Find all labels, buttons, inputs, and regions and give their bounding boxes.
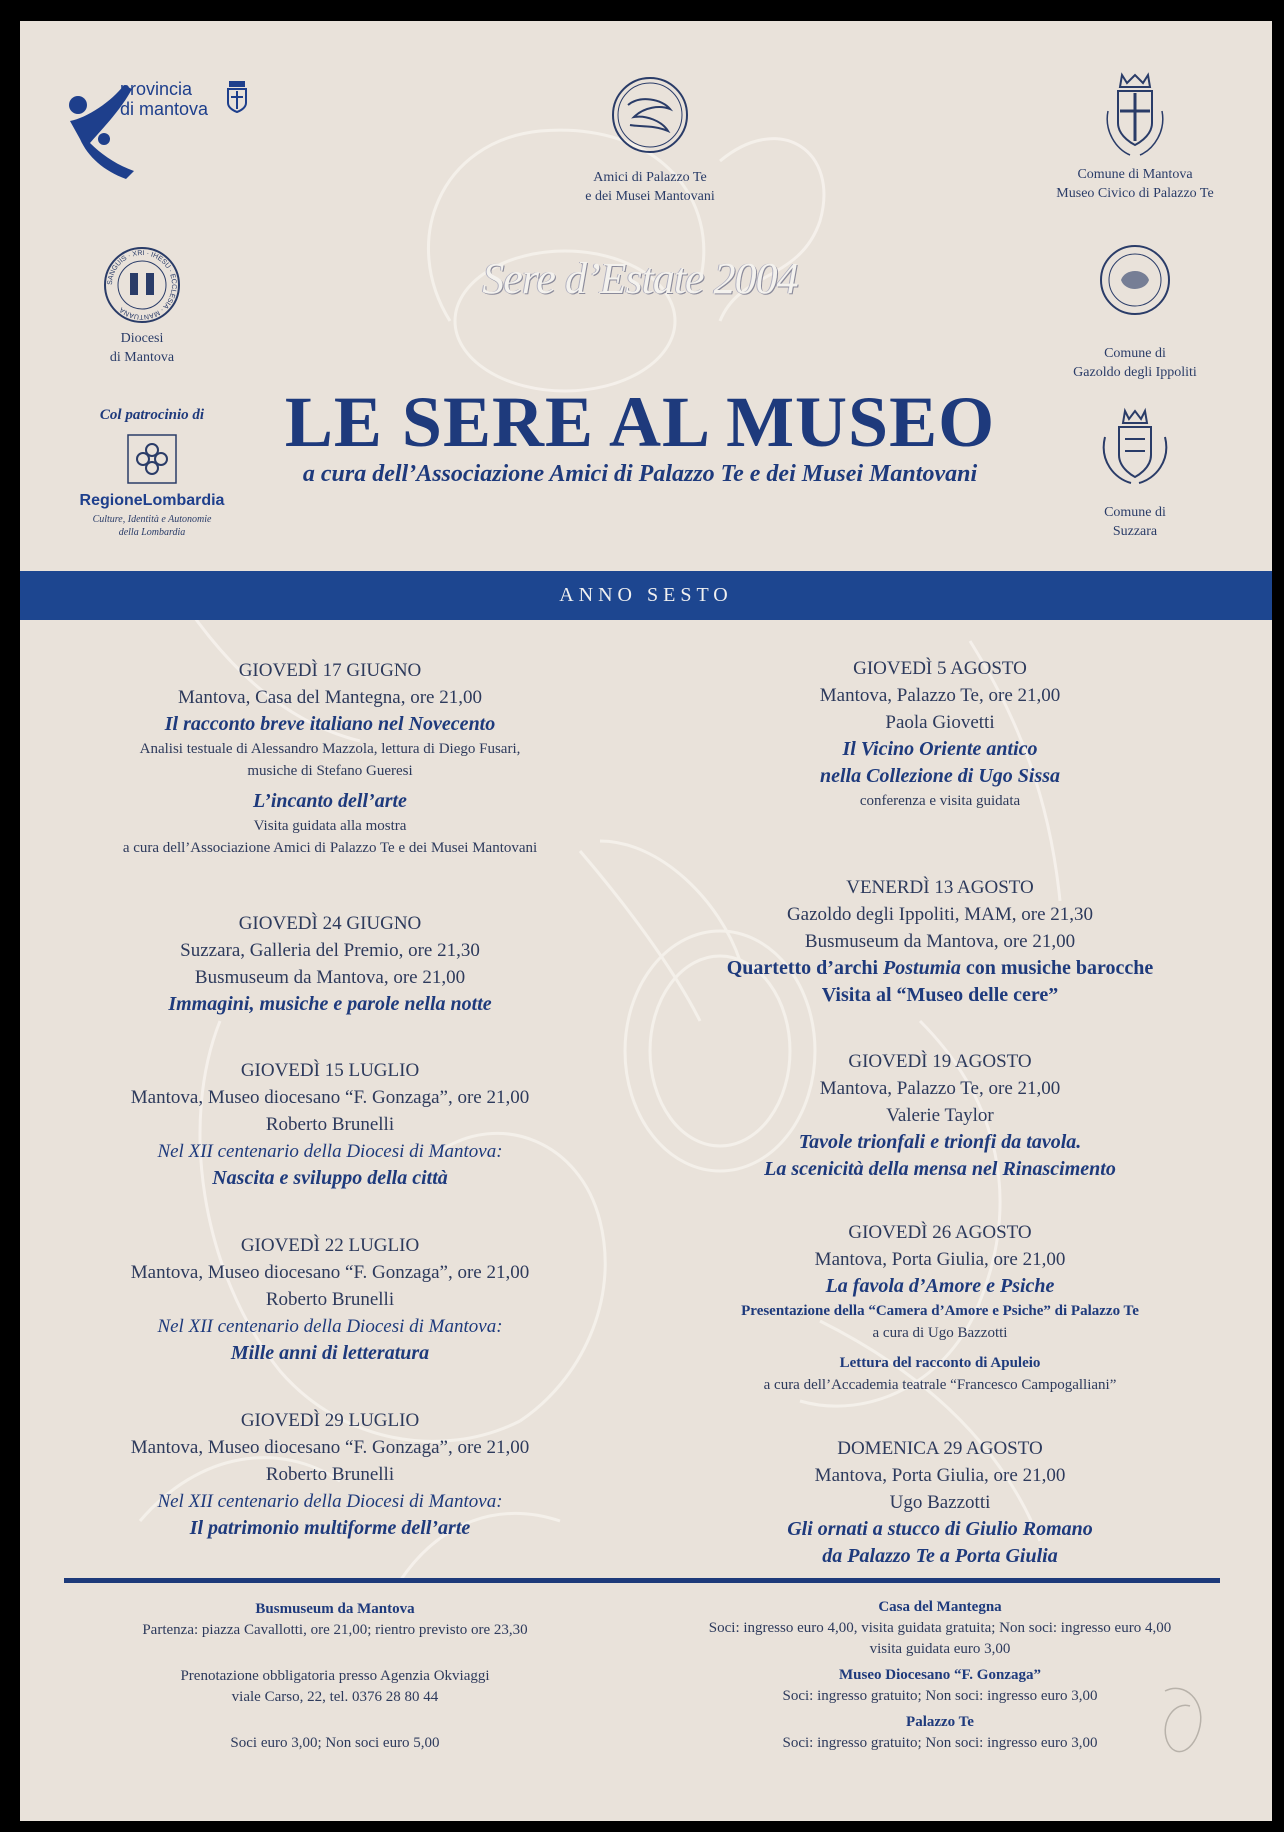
event-title: La favola d’Amore e Psiche [825, 1275, 1055, 1297]
event-place: Busmuseum da Mantova, ore 21,00 [194, 967, 466, 988]
event-date: GIOVEDÌ 5 AGOSTO [853, 658, 1027, 679]
event-speaker: Paola Giovetti [885, 712, 995, 733]
main-title: LE SERE AL MUSEO [284, 382, 996, 462]
regione-rose-icon [127, 434, 177, 484]
event-title-pre: Quartetto d’archi [726, 957, 884, 979]
comune-mantova-logo [1045, 71, 1225, 201]
comune-gazoldo-logo [1045, 244, 1225, 384]
event-intro: Nel XII centenario della Diocesi di Mantova: [157, 1491, 503, 1512]
event-title: Il Vicino Oriente antico [842, 738, 1038, 760]
suzzara-caption-line2: Suzzara [1112, 524, 1158, 539]
regione-lombardia-patronage [62, 407, 242, 567]
gazoldo-caption-line1: Comune di [1104, 346, 1166, 361]
event-title: La scenicità della mensa nel Rinascimento [764, 1158, 1116, 1180]
subtitle-sere-estate: Sere d’Estate 2004 [482, 254, 798, 303]
comune-mantova-caption-line2: Museo Civico di Palazzo Te [1056, 186, 1214, 201]
comune-suzzara-logo [1045, 407, 1225, 567]
event-29-luglio [110, 1407, 550, 1542]
event-note: conferenza e visita guidata [859, 793, 1021, 809]
event-date: GIOVEDÌ 17 GIUGNO [238, 660, 422, 681]
regione-sub-line2: della Lombardia [118, 527, 186, 538]
footer-heading: Museo Diocesano “F. Gonzaga” [839, 1667, 1041, 1683]
regione-sub-line1: Culture, Identità e Autonomie [92, 514, 212, 525]
footer-busmuseum-info [110, 1599, 560, 1754]
amici-seal-icon [610, 75, 690, 155]
event-5-agosto [700, 655, 1180, 812]
diocesi-mantova-logo [82, 245, 202, 365]
event-speaker: Roberto Brunelli [265, 1464, 395, 1485]
event-title [680, 955, 1200, 982]
event-title: Il patrimonio multiforme dell’arte [189, 1517, 471, 1539]
event-note: a cura dell’Accademia teatrale “Francesco Campogalliani” [763, 1377, 1117, 1393]
event-place: Mantova, Casa del Mantegna, ore 21,00 [178, 687, 482, 708]
diocesi-seal-icon [102, 245, 182, 325]
regione-name: RegioneLombardia [79, 492, 225, 509]
gazoldo-caption-line2: Gazoldo degli Ippoliti [1073, 365, 1197, 380]
event-29-agosto [700, 1435, 1180, 1570]
amici-palazzo-te-logo [565, 75, 735, 205]
event-intro: Nel XII centenario della Diocesi di Mantova: [157, 1316, 503, 1337]
event-title: Nascita e sviluppo della città [212, 1167, 448, 1189]
curator-line: a cura dell’Associazione Amici di Palazzo Te e dei Musei Mantovani [302, 461, 978, 487]
provincia-name: provincia di mantova [120, 79, 209, 119]
suzzara-caption-line1: Comune di [1104, 505, 1166, 520]
provincia-mantova-logo [62, 73, 262, 183]
footer-text: Soci euro 3,00; Non soci euro 5,00 [230, 1735, 440, 1751]
event-13-agosto [680, 874, 1200, 1009]
event-note: Visita guidata alla mostra [253, 818, 407, 834]
event-note: a cura di Ugo Bazzotti [872, 1325, 1008, 1341]
event-date: DOMENICA 29 AGOSTO [837, 1438, 1043, 1459]
pencil-annotation-mark [1145, 1671, 1215, 1771]
footer-text: viale Carso, 22, tel. 0376 28 80 44 [231, 1689, 439, 1705]
event-note: Presentazione della “Camera d’Amore e Psiche” di Palazzo Te [741, 1303, 1139, 1319]
event-19-agosto [700, 1048, 1180, 1183]
event-place: Mantova, Palazzo Te, ore 21,00 [819, 1078, 1061, 1099]
event-title-em: Postumia [883, 957, 961, 979]
event-date: VENERDÌ 13 AGOSTO [846, 877, 1034, 898]
gazoldo-seal-icon [1099, 244, 1171, 316]
event-place: Mantova, Museo diocesano “F. Gonzaga”, ore 21,00 [130, 1262, 530, 1283]
event-title: Mille anni di letteratura [230, 1342, 430, 1364]
footer-heading: Busmuseum da Mantova [255, 1601, 415, 1617]
provincia-crest-icon [226, 79, 248, 113]
event-title: Visita al “Museo delle cere” [821, 984, 1059, 1006]
event-24-giugno [110, 910, 550, 1018]
amici-caption-line2: e dei Musei Mantovani [585, 189, 715, 204]
event-date: GIOVEDÌ 19 AGOSTO [848, 1051, 1032, 1072]
event-speaker: Roberto Brunelli [265, 1289, 395, 1310]
event-note: Analisi testuale di Alessandro Mazzola, lettura di Diego Fusari, [139, 741, 521, 757]
diocesi-caption-line1: Diocesi [120, 331, 164, 346]
event-note: musiche di Stefano Gueresi [247, 763, 413, 779]
event-place: Gazoldo degli Ippoliti, MAM, ore 21,30 [786, 904, 1094, 925]
diocesi-caption-line2: di Mantova [109, 350, 175, 365]
footer-text: Prenotazione obbligatoria presso Agenzia Okviaggi [180, 1668, 490, 1684]
patrocinio-label: Col patrocinio di [99, 407, 205, 423]
event-speaker: Ugo Bazzotti [889, 1492, 991, 1513]
event-intro: Nel XII centenario della Diocesi di Mantova: [157, 1141, 503, 1162]
event-date: GIOVEDÌ 26 AGOSTO [848, 1222, 1032, 1243]
footer-heading: Casa del Mantegna [878, 1599, 1002, 1615]
event-place: Mantova, Museo diocesano “F. Gonzaga”, ore 21,00 [130, 1437, 530, 1458]
event-title: da Palazzo Te a Porta Giulia [822, 1545, 1058, 1567]
suzzara-crest-icon [1095, 407, 1175, 487]
event-date: GIOVEDÌ 15 LUGLIO [240, 1060, 420, 1081]
footer-text: visita guidata euro 3,00 [869, 1641, 1011, 1657]
event-place: Suzzara, Galleria del Premio, ore 21,30 [180, 940, 480, 961]
svg-text:SANGUIS · XRI · IHESU · ECCLES [107, 250, 177, 320]
anno-sesto-band: ANNO SESTO [20, 571, 1272, 620]
event-title-post: con musiche barocche [960, 957, 1154, 979]
event-place: Mantova, Palazzo Te, ore 21,00 [819, 685, 1061, 706]
event-date: GIOVEDÌ 22 LUGLIO [240, 1235, 420, 1256]
event-place: Mantova, Porta Giulia, ore 21,00 [814, 1249, 1066, 1270]
event-title: Gli ornati a stucco di Giulio Romano [787, 1518, 1093, 1540]
mantova-crest-icon [1100, 71, 1170, 161]
event-date: GIOVEDÌ 24 GIUGNO [238, 913, 422, 934]
event-22-luglio [110, 1232, 550, 1367]
event-place: Mantova, Porta Giulia, ore 21,00 [814, 1465, 1066, 1486]
footer-text: Soci: ingresso gratuito; Non soci: ingresso euro 3,00 [782, 1688, 1098, 1704]
event-title: Tavole trionfali e trionfi da tavola. [798, 1131, 1082, 1153]
event-title: L’incanto dell’arte [253, 790, 407, 812]
event-speaker: Roberto Brunelli [265, 1114, 395, 1135]
event-speaker: Valerie Taylor [886, 1105, 994, 1126]
footer-text: Soci: ingresso gratuito; Non soci: ingresso euro 3,00 [782, 1735, 1098, 1751]
comune-mantova-caption-line1: Comune di Mantova [1077, 167, 1193, 182]
event-title: Il racconto breve italiano nel Novecento [164, 713, 496, 735]
footer-heading: Palazzo Te [906, 1714, 974, 1730]
footer-text: Soci: ingresso euro 4,00, visita guidata gratuita; Non soci: ingresso euro 4,00 [708, 1620, 1172, 1636]
event-title: Immagini, musiche e parole nella notte [168, 993, 492, 1015]
footer-prices-info [670, 1597, 1210, 1754]
poster [20, 21, 1272, 1821]
event-17-giugno [110, 657, 550, 859]
event-note: Lettura del racconto di Apuleio [839, 1355, 1041, 1371]
event-place: Busmuseum da Mantova, ore 21,00 [804, 931, 1076, 952]
event-title: nella Collezione di Ugo Sissa [819, 765, 1061, 787]
event-26-agosto [680, 1219, 1200, 1396]
footer-divider [64, 1578, 1220, 1583]
event-note: a cura dell’Associazione Amici di Palazzo Te e dei Musei Mantovani [122, 840, 538, 856]
amici-caption-line1: Amici di Palazzo Te [593, 170, 707, 185]
event-date: GIOVEDÌ 29 LUGLIO [240, 1410, 420, 1431]
event-place: Mantova, Museo diocesano “F. Gonzaga”, ore 21,00 [130, 1087, 530, 1108]
footer-text: Partenza: piazza Cavallotti, ore 21,00; rientro previsto ore 23,30 [142, 1622, 528, 1638]
diocesi-seal-text: SANGUIS · XRI · IHESU · ECCLESIA · MANTUANA [106, 249, 178, 321]
event-15-luglio [110, 1057, 550, 1192]
